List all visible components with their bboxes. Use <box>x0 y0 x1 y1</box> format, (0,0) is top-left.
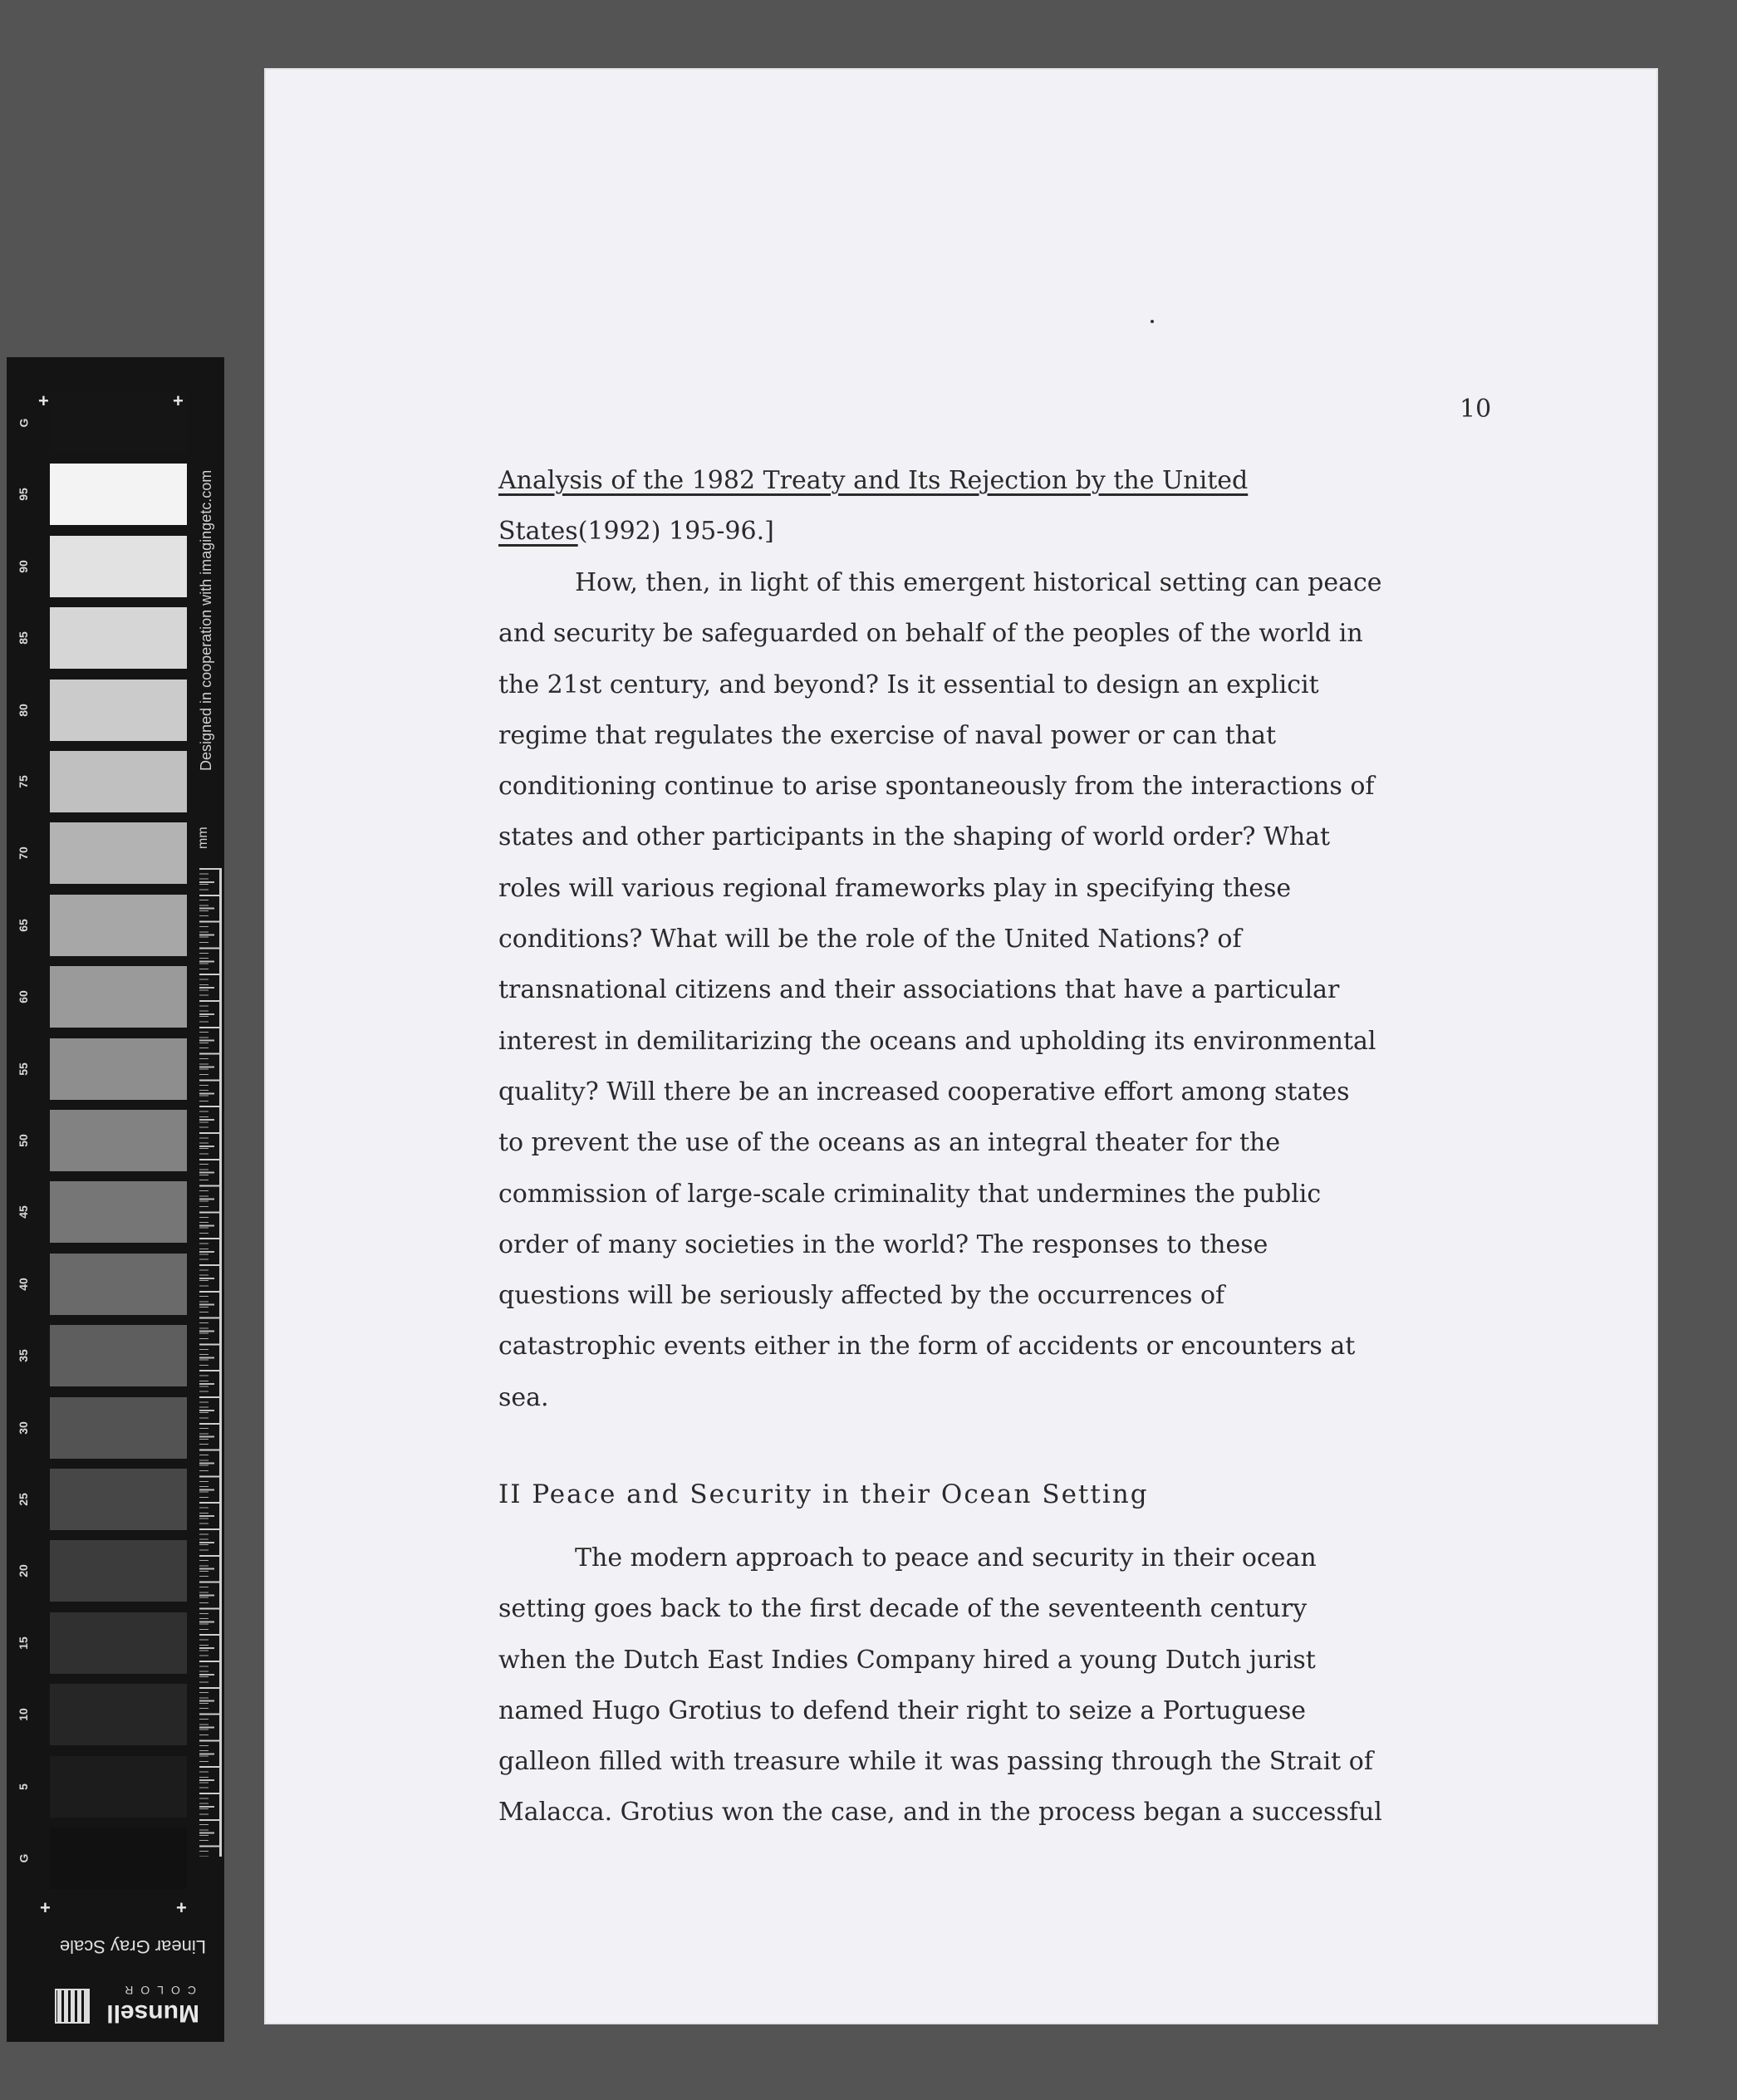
gray-chip <box>50 536 187 597</box>
registration-mark-icon: + <box>40 1897 51 1918</box>
gray-chip-label: 15 <box>16 1636 30 1650</box>
gray-chip-label: 50 <box>16 1134 30 1147</box>
text-line: commission of large-scale criminality that undermines the public <box>498 1179 1322 1209</box>
citation-text: (1992) 195-96.] <box>577 517 774 547</box>
text-line: sea. <box>498 1382 549 1412</box>
paragraph-1 <box>498 557 1470 1423</box>
text-line: interest in demilitarizing the oceans and upholding its environmental <box>498 1026 1376 1056</box>
gray-chip-label: 45 <box>16 1205 30 1219</box>
registration-mark-icon: + <box>173 390 184 411</box>
gray-chip-label: 95 <box>16 488 30 502</box>
gray-chip <box>50 1325 187 1386</box>
gray-chip-label: 80 <box>16 703 30 717</box>
gray-chip <box>50 1110 187 1171</box>
text-line: the 21st century, and beyond? Is it essential to design an explicit <box>498 670 1319 699</box>
text-line: and security be safeguarded on behalf of the peoples of the world in <box>498 619 1363 649</box>
gray-chip-label: 35 <box>16 1349 30 1362</box>
citation-underlined-text: States <box>498 517 578 547</box>
gray-chip <box>50 392 187 454</box>
text-line: transnational citizens and their associations that have a particular <box>498 975 1340 1005</box>
text-line: catastrophic events either in the form of accidents or encounters at <box>498 1332 1356 1362</box>
citation-line <box>498 506 1470 557</box>
gray-chip-label: G <box>16 1853 30 1863</box>
gray-chip-label: 40 <box>16 1278 30 1291</box>
gray-chip <box>50 822 187 884</box>
gray-chip-label: 55 <box>16 1062 30 1076</box>
gray-chip-label: 70 <box>16 846 30 861</box>
paragraph-2 <box>498 1533 1470 1838</box>
gray-chip <box>50 1756 187 1818</box>
gray-chip <box>50 1181 187 1243</box>
gray-chip-label: 75 <box>16 775 30 788</box>
citation <box>498 455 1470 557</box>
gray-chip <box>50 751 187 812</box>
text-line: quality? Will there be an increased cooperative effort among states <box>498 1077 1350 1106</box>
text-line: when the Dutch East Indies Company hired a young Dutch jurist <box>498 1645 1316 1675</box>
text-line: conditions? What will be the role of the United Nations? of <box>498 925 1242 954</box>
gray-chip <box>50 1469 187 1530</box>
mm-ruler <box>199 868 221 1857</box>
text-line: order of many societies in the world? The responses to these <box>498 1229 1268 1259</box>
citation-line: Analysis of the 1982 Treaty and Its Rejection by the United <box>498 466 1249 495</box>
gray-chip-label: 20 <box>16 1564 30 1578</box>
gray-chip <box>50 895 187 956</box>
text-line: to prevent the use of the oceans as an integral theater for the <box>498 1128 1281 1158</box>
gray-chip <box>50 607 187 669</box>
munsell-grid-icon <box>55 1989 90 2024</box>
munsell-logo <box>42 1975 199 2027</box>
ruler-baseline <box>219 868 222 1857</box>
text-line: named Hugo Grotius to defend their right to seize a Portuguese <box>498 1695 1306 1725</box>
gray-chip-label: 10 <box>16 1708 30 1721</box>
scale-title: Linear Gray Scale <box>59 1936 206 1957</box>
gray-chip <box>50 1612 187 1674</box>
section-heading: II Peace and Security in their Ocean Setting <box>498 1479 1149 1509</box>
text-line: roles will various regional frameworks play in specifying these <box>498 873 1292 903</box>
brand-sub: COLOR <box>117 1984 196 1997</box>
gray-chip-label: 60 <box>16 990 30 1003</box>
gray-chip-label: G <box>16 418 30 428</box>
text-line: setting goes back to the first decade of the seventeenth century <box>498 1594 1308 1624</box>
text-line: galleon filled with treasure while it was passing through the Strait of <box>498 1747 1373 1777</box>
gray-chip <box>50 1828 187 1889</box>
text-line: Malacca. Grotius won the case, and in the process began a successful <box>498 1798 1382 1828</box>
stray-mark <box>1151 320 1154 323</box>
gray-chip <box>50 1397 187 1459</box>
registration-mark-icon: + <box>176 1897 187 1918</box>
text-line: regime that regulates the exercise of naval power or can that <box>498 720 1277 750</box>
text-line: conditioning continue to arise spontaneously from the interactions of <box>498 772 1375 802</box>
gray-scale-target <box>7 357 224 2042</box>
gray-chip <box>50 966 187 1028</box>
text-line: questions will be seriously affected by the occurrences of <box>498 1281 1225 1311</box>
gray-chip-label: 25 <box>16 1493 30 1506</box>
gray-chip-label: 85 <box>16 631 30 645</box>
brand-name: Munsell <box>106 1999 199 2027</box>
gray-chip <box>50 1254 187 1315</box>
registration-mark-icon: + <box>38 390 49 411</box>
gray-chip-label: 30 <box>16 1420 30 1435</box>
gray-chip <box>50 1038 187 1100</box>
text-line: The modern approach to peace and security in their ocean <box>575 1543 1317 1573</box>
page-number: 10 <box>1460 395 1492 424</box>
ruler-unit-label: mm <box>196 827 210 849</box>
gray-chip <box>50 680 187 741</box>
gray-chip <box>50 1540 187 1602</box>
gray-chip <box>50 1684 187 1745</box>
gray-chip-label: 65 <box>16 919 30 932</box>
text-line: How, then, in light of this emergent historical setting can peace <box>575 568 1382 597</box>
gray-chip-label: 5 <box>16 1783 30 1790</box>
gray-chip <box>50 464 187 525</box>
text-line: states and other participants in the shaping of world order? What <box>498 822 1331 852</box>
gray-chip-label: 90 <box>16 560 30 573</box>
